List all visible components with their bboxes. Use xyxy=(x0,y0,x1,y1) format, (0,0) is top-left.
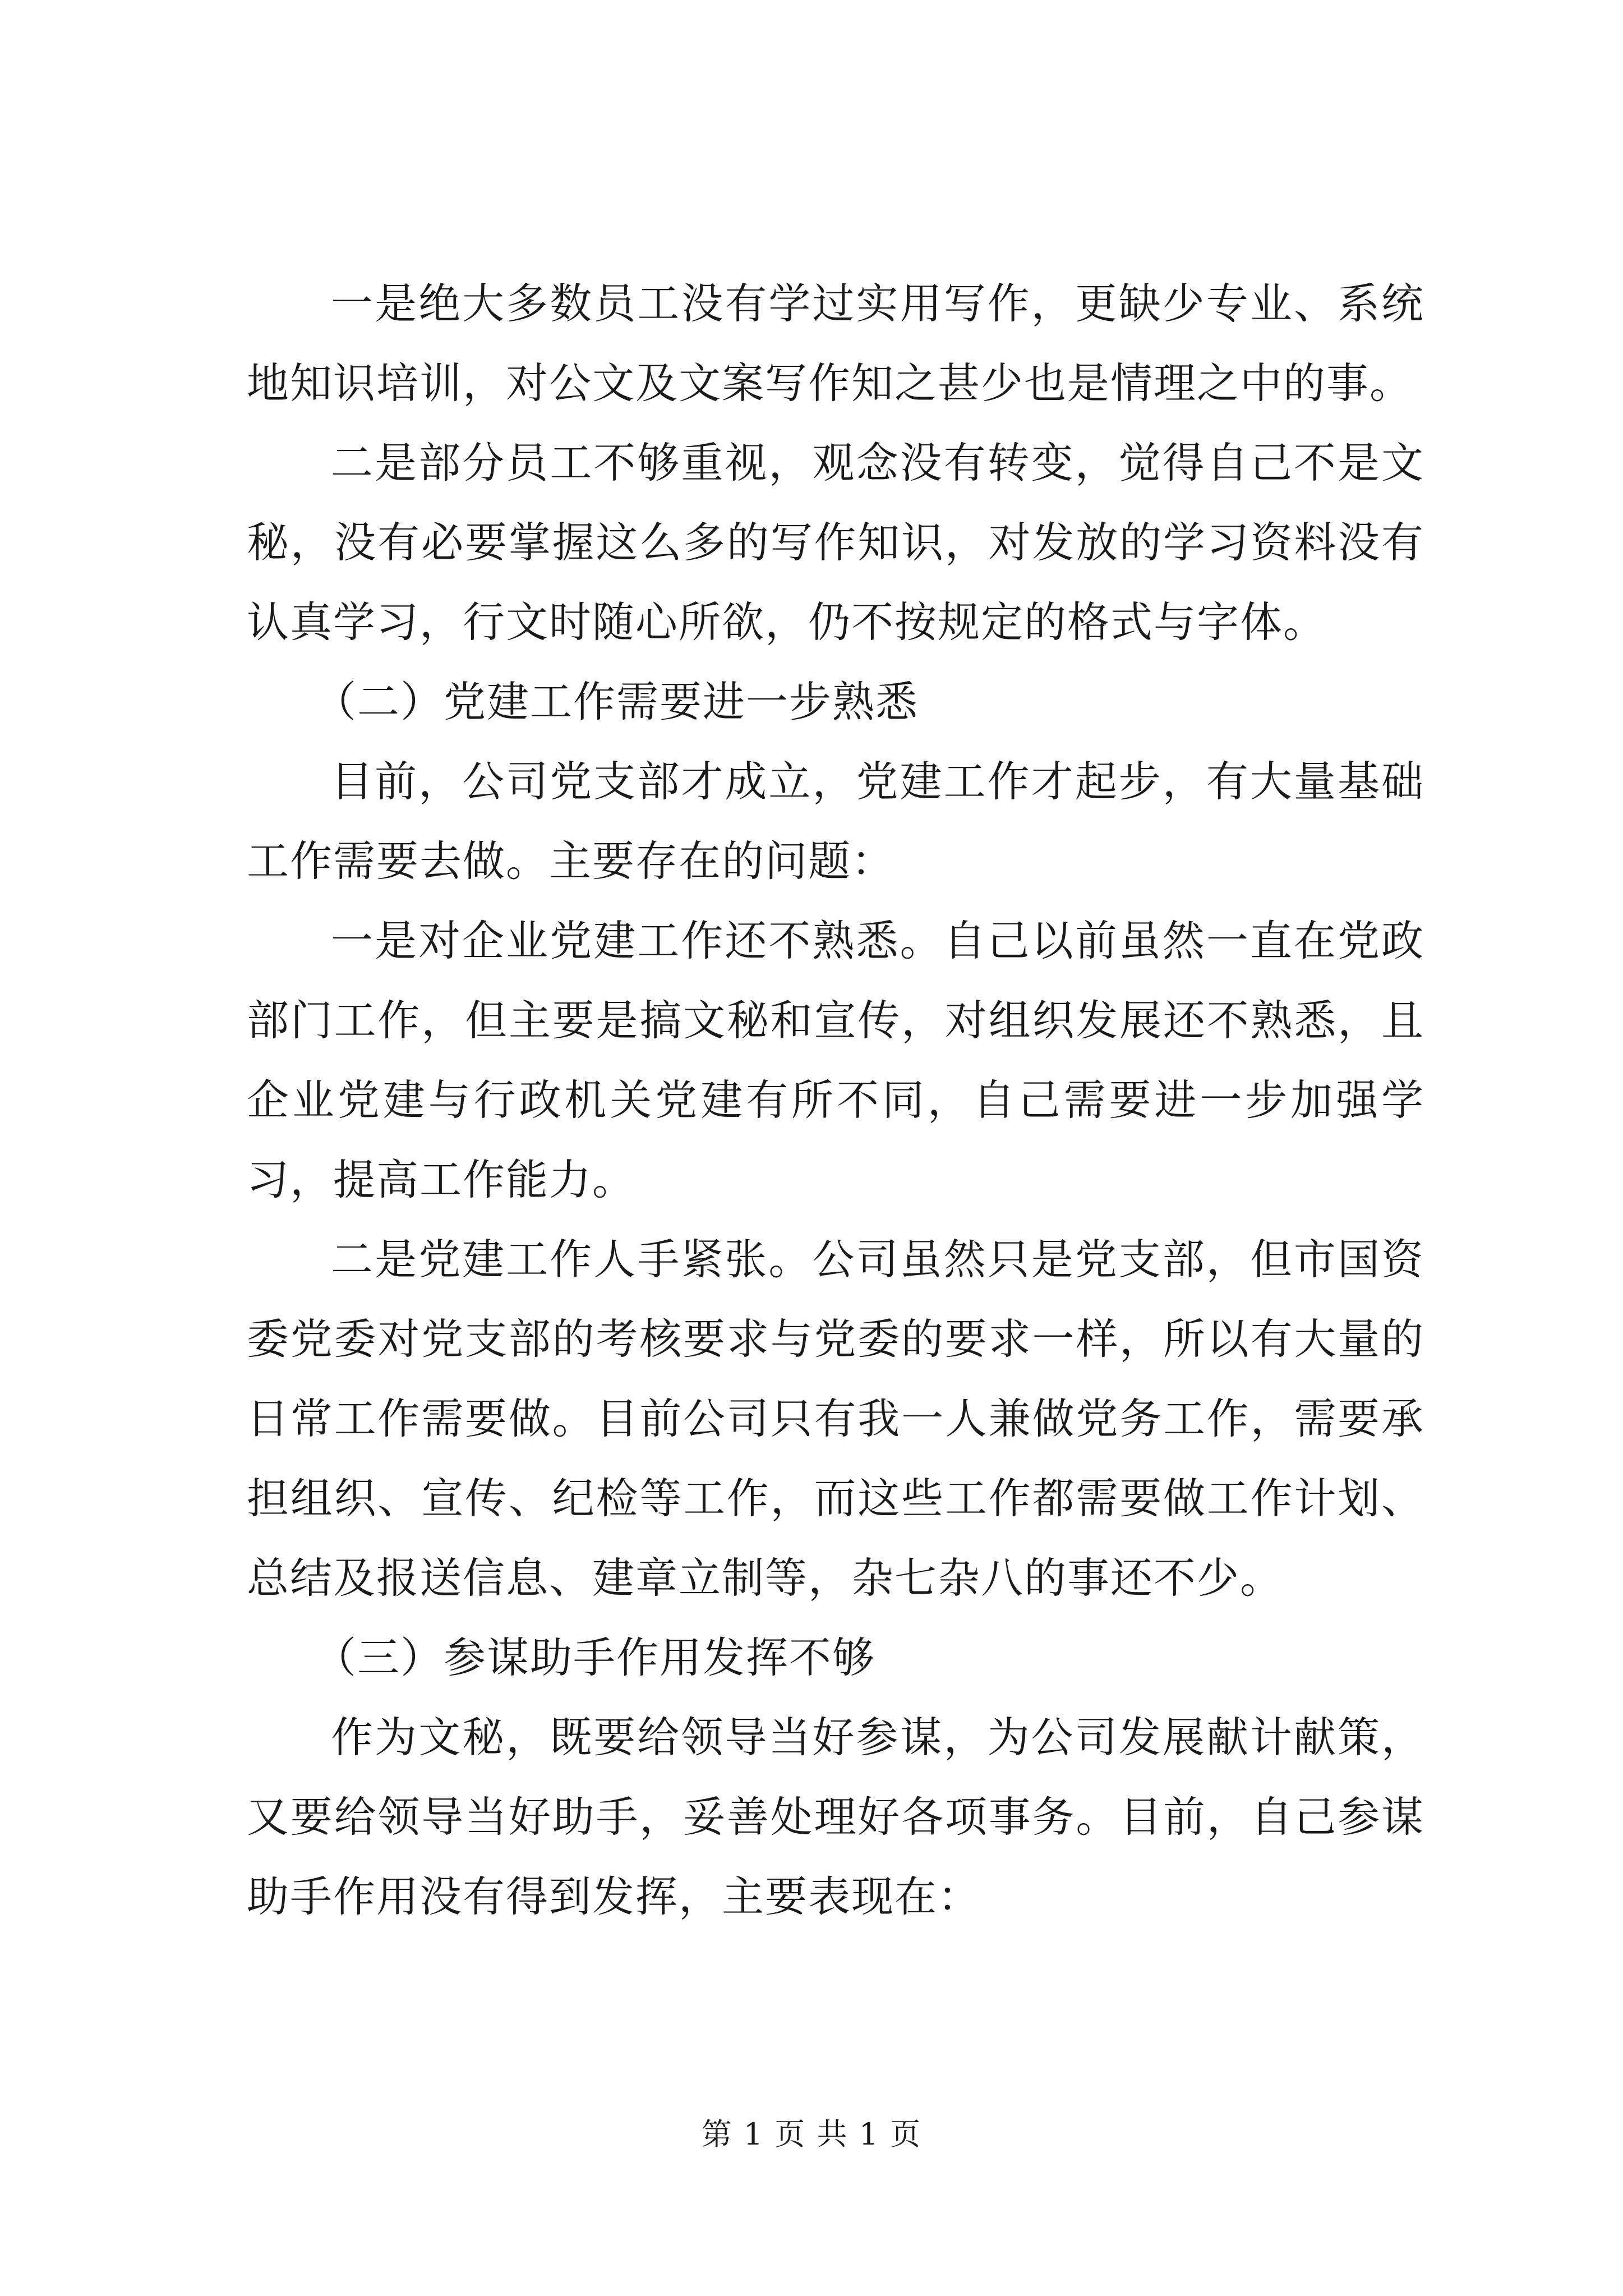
paragraph-3: 目前，公司党支部才成立，党建工作才起步，有大量基础工作需要去做。主要存在的问题： xyxy=(247,757,1424,886)
paragraph-6: 作为文秘，既要给领导当好参谋，为公司发展献计献策，又要给领导当好助手，妥善处理好各项事务。目前，自己参谋助手作用没有得到发挥，主要表现在： xyxy=(247,1713,1424,1921)
section-heading-2: （二）党建工作需要进一步熟悉 xyxy=(314,677,919,726)
page-footer: 第 1 页 共 1 页 xyxy=(701,2116,922,2152)
section-heading-3: （三）参谋助手作用发挥不够 xyxy=(314,1633,876,1682)
document-body xyxy=(247,264,1424,1936)
paragraph-5: 二是党建工作人手紧张。公司虽然只是党支部，但市国资委党委对党支部的考核要求与党委的要求一样，所以有大量的日常工作需要做。目前公司只有我一人兼做党务工作，需要承担组织、宣传、纪检等工作，而这些工作都需要做工作计划、总结及报送信息、建章立制等，杂七杂八的事还不少。 xyxy=(247,1235,1424,1603)
paragraph-2: 二是部分员工不够重视，观念没有转变，觉得自己不是文秘，没有必要掌握这么多的写作知识，对发放的学习资料没有认真学习，行文时随心所欲，仍不按规定的格式与字体。 xyxy=(247,438,1424,647)
paragraph-1: 一是绝大多数员工没有学过实用写作，更缺少专业、系统地知识培训，对公文及文案写作知之甚少也是情理之中的事。 xyxy=(247,279,1424,408)
paragraph-4: 一是对企业党建工作还不熟悉。自己以前虽然一直在党政部门工作，但主要是搞文秘和宣传，对组织发展还不熟悉，且企业党建与行政机关党建有所不同，自己需要进一步加强学习，提高工作能力。 xyxy=(247,916,1424,1204)
